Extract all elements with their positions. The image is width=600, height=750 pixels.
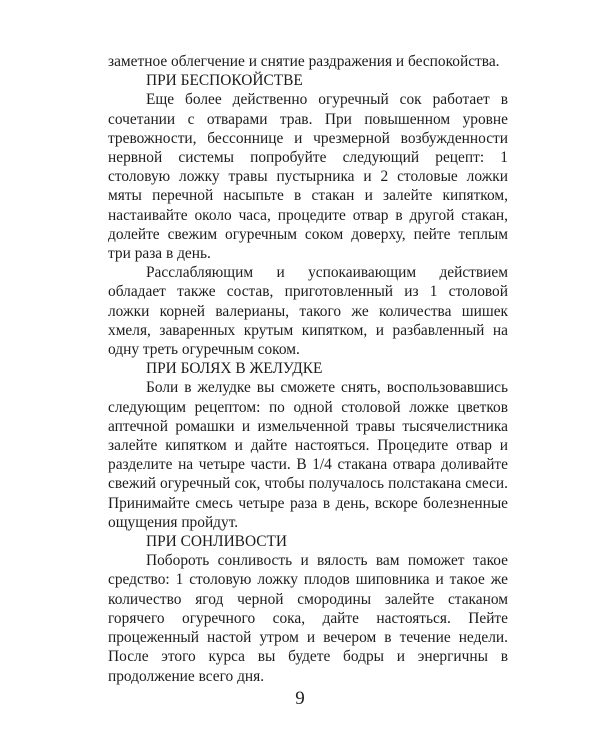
paragraph-stomach-recipe: Боли в желудке вы сможете снять, воспользовавшись следующим рецептом: по одной столовой ложке цветков аптечной ромашки и измельченной травы тысячелистника залейте кипятком и дайте настояться. Процедите отвар и разделите на четыре части. В 1/4 стакана отвара доливайте свежий огуречный сок, чтобы получалось полстакана смеси. Принимайте смесь четыре раза в день, вскоре болезненные ощущения пройдут. bbox=[108, 379, 508, 531]
paragraph-continuation: заметное облегчение и снятие раздражения и беспокойства. bbox=[108, 53, 500, 70]
paragraph-drowsiness-recipe: Побороть сонливость и вялость вам поможет такое средство: 1 столовую ложку плодов шиповника и такое же количество ягод черной смородины залейте стаканом горячего огуречного сока, дайте настояться. Пейте процеженный настой утром и вечером в течение недели. После этого курса вы будете бодры и энергичны в продолжение всего дня. bbox=[108, 552, 508, 685]
page-body bbox=[108, 52, 508, 686]
section-heading-anxiety: ПРИ БЕСПОКОЙСТВЕ bbox=[146, 72, 303, 90]
paragraph-anxiety-recipe: Еще более действенно огуречный сок работает в сочетании с отварами трав. При повышенном уровне тревожности, бессоннице и чрезмерной возбужденности нервной системы попробуйте следующий рецепт: 1 столовую ложку травы пустырника и 2 столовые ложки мяты перечной насыпьте в стакан и залейте кипятком, настаивайте около часа, процедите отвар в другой стакан, долейте свежим огуречным соком доверху, пейте теплым три раза в день. bbox=[108, 91, 508, 263]
section-heading-drowsiness: ПРИ СОНЛИВОСТИ bbox=[146, 533, 288, 551]
paragraph-valerian-recipe: Расслабляющим и успокаивающим действием обладает также состав, приготовленный из 1 столовой ложки корней валерианы, такого же количества шишек хмеля, заваренных крутым кипятком, и разбавленный на одну треть огуречным соком. bbox=[108, 264, 508, 359]
section-heading-stomach-pain: ПРИ БОЛЯХ В ЖЕЛУДКЕ bbox=[146, 360, 323, 378]
page-number: 9 bbox=[295, 688, 305, 709]
